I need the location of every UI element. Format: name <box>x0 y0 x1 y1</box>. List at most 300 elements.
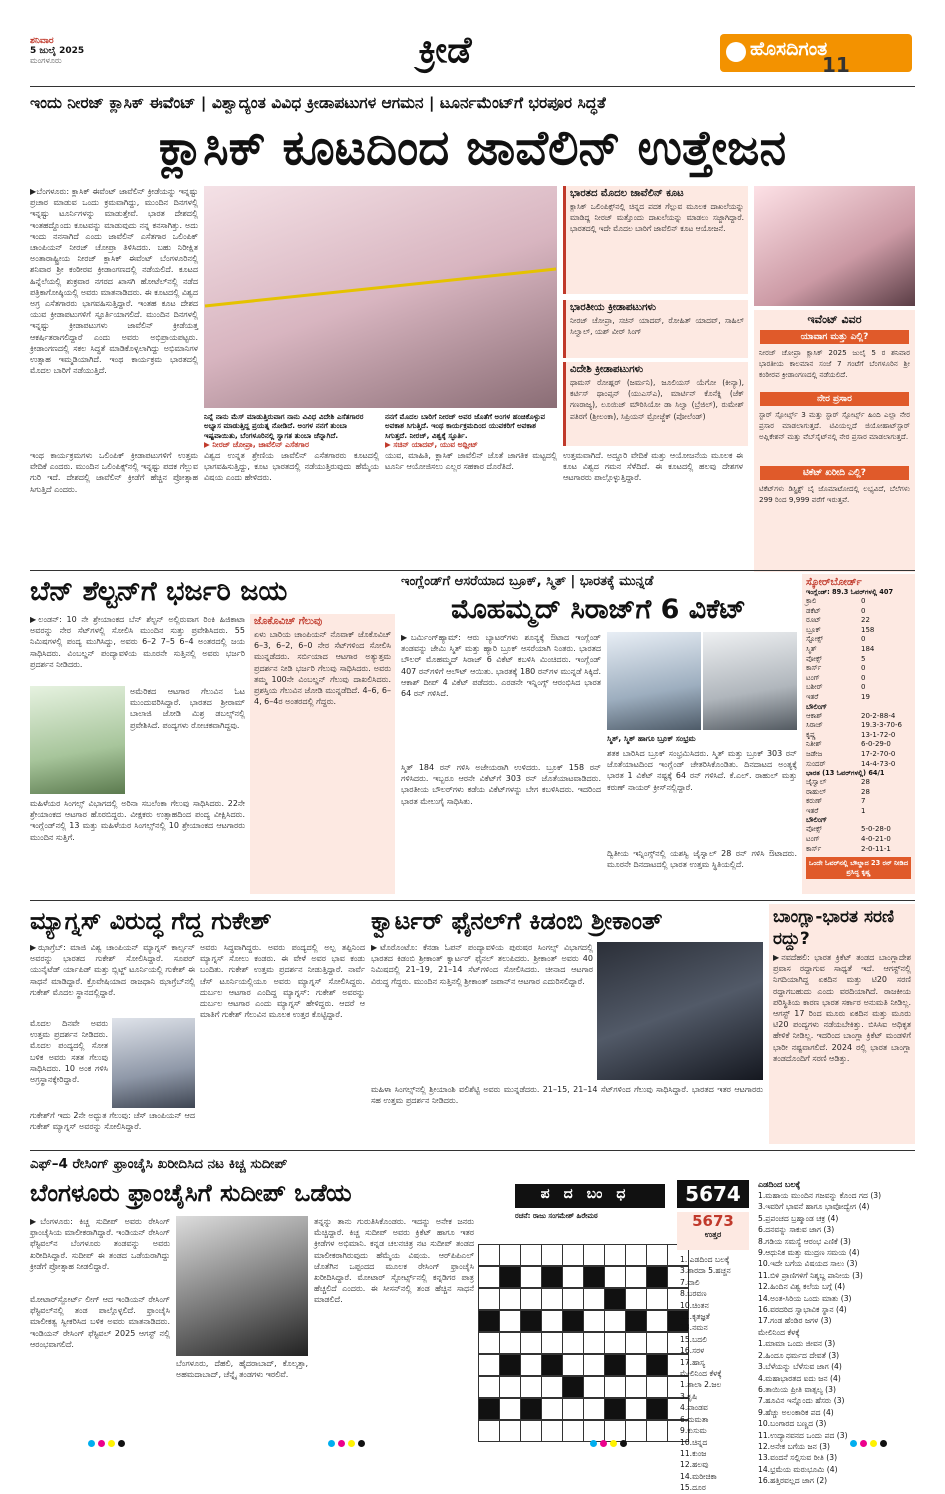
crossword-cell[interactable] <box>562 1354 584 1376</box>
crossword-cell[interactable] <box>583 1332 605 1354</box>
score-row <box>806 778 911 788</box>
crossword-black-cell <box>562 1376 584 1398</box>
bowling-rows <box>806 712 911 770</box>
crossword-prev-label: ಉತ್ತರ <box>704 1230 722 1239</box>
lead-headline: ಕ್ಲಾಸಿಕ್ ಕೂಟದಿಂದ ಜಾವೆಲಿನ್ ಉತ್ತೇಜನ <box>158 120 787 176</box>
clue-item: 4.ಪಾಂಡವ <box>680 1403 708 1413</box>
crossword-cell[interactable] <box>625 1420 647 1442</box>
event-text: ನೀರಜ್ ಚೋಪ್ರಾ ಕ್ಲಾಸಿಕ್ 2025 ಜುಲೈ 5 ರ ಶನಿವಾರ ಭಾರತೀಯ ಕಾಲಮಾನ ಸಂಜೆ 7 ಗಂಟೆಗೆ ಬೆಂಗಳೂರಿನ ಶ್ರೀ ಕಂಠೀರವ ಕ್ರೀಡಾಂಗಣದಲ್ಲಿ ನಡೆಯಲಿದೆ. <box>759 348 910 380</box>
clue-item: 17.ಹಾಸ್ಯ <box>680 1357 706 1367</box>
clue-item: 1.ಶಾಲಾ 2.ಜಲ <box>680 1380 722 1390</box>
info-box-foreign <box>563 362 748 446</box>
crossword-black-cell <box>478 1398 500 1420</box>
shelton-text2: ಅಮೆರಿಕದ ಆಟಗಾರ ಗೆಲುವಿನ ಓಟ ಮುಂದುವರಿಸಿದ್ದಾರೆ. ಭಾರತದ ಶ್ರೀರಾಮ್ ಬಾಲಾಜಿ ಜೋಡಿ ಮಿಶ್ರ ಡಬಲ್ಸ್‌ನಲ್ಲಿ ಪ್ರವೇಶಿಸಿದೆ. ಪಂದ್ಯಗಳು ರೋಚಕವಾಗಿದ್ದವು. <box>130 687 245 730</box>
clue-item: 10.ಚಿಂತನ <box>680 1300 709 1310</box>
clue-item: 9.ಹೆಚ್ಚು ಅಲಂಕಾರಿಕ ಪದ (4) <box>758 1407 834 1417</box>
clue-item: 10.ಚಿನ್ನದ <box>680 1437 708 1447</box>
score-value: 28 <box>861 787 870 796</box>
score-row <box>806 750 911 760</box>
crossword-cell[interactable] <box>604 1266 626 1288</box>
crossword-cell[interactable] <box>541 1398 563 1420</box>
crossword-cell[interactable] <box>478 1266 500 1288</box>
djoko-box <box>250 614 395 894</box>
score-row <box>806 635 911 645</box>
lead-photo <box>204 186 557 408</box>
bowling-title: ಬೌಲಿಂಗ್ <box>806 702 827 711</box>
srikanth-headline: ಕ್ವಾರ್ಟರ್ ಫೈನಲ್‌ಗೆ ಕಿಡಂಬಿ ಶ್ರೀಕಾಂತ್ <box>371 907 663 935</box>
crossword-cell[interactable] <box>604 1376 626 1398</box>
crossword-black-cell <box>604 1354 626 1376</box>
score-row <box>806 825 911 835</box>
lead-quote2 <box>385 412 557 448</box>
siraj-headline: ಮೊಹಮ್ಮದ್ ಸಿರಾಜ್‌ಗೆ 6 ವಿಕೆಟ್ <box>451 594 746 625</box>
clue-item: 1.ಮಾಮಾ ಒಂದು ಜೀವನ (3) <box>758 1339 836 1349</box>
sudeep-kicker: ಎಫ್–4 ರೇಸಿಂಗ್ ಫ್ರಾಂಚೈಸಿ ಖರೀದಿಸಿದ ನಟ ಕಿಚ್ಚ ಸುದೀಪ್ <box>30 1156 288 1172</box>
crossword-cell[interactable] <box>499 1288 521 1310</box>
quote1-byline: ▶ ನೀರಜ್ ಚೋಪ್ರಾ, ಜಾವೆಲಿನ್ ಎಸೆತಗಾರ <box>204 440 309 449</box>
lead-kicker: ಇಂದು ನೀರಜ್ ಕ್ಲಾಸಿಕ್ ಈವೆಂಟ್ | ವಿಶ್ವಾದ್ಯಂತ ವಿವಿಧ ಕ್ರೀಡಾಪಟುಗಳ ಆಗಮನ | ಟೂರ್ನಮೆಂಟ್‌ಗೆ ಭರಪೂರ ಸಿದ್ಧತೆ <box>30 94 606 112</box>
clue-item: 11.ಕೃತಜ್ಞತೆ <box>680 1312 710 1322</box>
crossword-title-text: ಪದಬಂಧ <box>515 1184 665 1208</box>
clue-item: 7.ಹೂವಿನ ಇನ್ನೊಂದು ಹೆಸರು (3) <box>758 1396 845 1406</box>
crossword-cell[interactable] <box>478 1376 500 1398</box>
crossword-cell[interactable] <box>562 1244 584 1266</box>
scoreboard-line2: ಭಾರತ (13 ಓವರ್‌ಗಳಲ್ಲಿ) 64/1 <box>806 769 885 778</box>
clue-item: 5.ಪ್ರಪಂಚದ ಬ್ರಹ್ಮಾಂಡ ಚಕ್ರ (4) <box>758 1213 839 1223</box>
lead-quote1 <box>204 412 379 448</box>
crossword-cell[interactable] <box>625 1376 647 1398</box>
rule <box>30 86 915 87</box>
crossword-number: 5674 <box>677 1180 749 1208</box>
crossword-cell[interactable] <box>562 1332 584 1354</box>
crossword-cell[interactable] <box>541 1288 563 1310</box>
crossword-black-cell <box>646 1398 668 1420</box>
score-row <box>806 835 911 845</box>
gukesh-headline: ಮ್ಯಾಗ್ನಸ್ ವಿರುದ್ಧ ಗೆದ್ದ ಗುಕೇಶ್ <box>30 907 272 935</box>
crossword-cell[interactable] <box>478 1332 500 1354</box>
shelton-headline: ಬೆನ್ ಶೆಲ್ಟನ್‌ಗೆ ಭರ್ಜರಿ ಜಯ <box>30 576 288 607</box>
crossword-cell[interactable] <box>646 1310 668 1332</box>
siraj-kicker: ಇಂಗ್ಲೆಂಡ್‌ಗೆ ಆಸರೆಯಾದ ಬ್ರೂಕ್, ಸ್ಮಿತ್ | ಭಾರತಕ್ಕೆ ಮುನ್ನಡೆ <box>401 574 654 589</box>
crossword-cell[interactable] <box>583 1354 605 1376</box>
paper-name: ಹೊಸದಿಗಂತ <box>750 38 828 60</box>
event-sub: ಯಾವಾಗ ಮತ್ತು ಎಲ್ಲಿ? <box>760 330 909 344</box>
score-row <box>806 731 911 741</box>
score-name: ಬಶೀರ್ <box>806 683 823 692</box>
score-value: 0 <box>861 673 866 682</box>
score-name: ಟಂಗ್ <box>806 673 820 682</box>
crossword-cell[interactable] <box>541 1420 563 1442</box>
section-title: ಕ್ರೀಡೆ <box>418 30 472 71</box>
color-dots-right <box>850 1440 887 1447</box>
ticket-title: ಟಿಕೆಟ್ ಖರೀದಿ ಎಲ್ಲಿ? <box>760 466 909 480</box>
score-value: 0 <box>861 664 866 673</box>
clue-item: 2.ಹಿಂದೂ ಧರ್ಮದ ದೇವತೆ (3) <box>758 1350 840 1360</box>
score-value: 13-1-72-0 <box>861 730 896 739</box>
score-row <box>806 626 911 636</box>
crossword-cell[interactable] <box>520 1354 542 1376</box>
crossword-cell[interactable] <box>541 1332 563 1354</box>
crossword-black-cell <box>520 1398 542 1420</box>
score-name: ವೋಕ್ಸ್ <box>806 825 822 834</box>
score-name: ಸ್ಟೋಕ್ಸ್ <box>806 635 824 644</box>
color-dots-mid-left <box>328 1440 365 1447</box>
crossword-black-cell <box>562 1310 584 1332</box>
box3-text: ಥಾಮಸ್ ರೋಹ್ಲರ್ (ಜರ್ಮನಿ), ಜೂಲಿಯಸ್ ಯೆಗೋ (ಕೀನ್ಯಾ), ಕರ್ಟಿಸ್ ಥಾಂಪ್ಸನ್ (ಯುಎಸ್‌ಎ), ಮಾರ್ಟಿನ್ ಕೊನೆಕ್ನಿ (ಜೆಕ್ ಗಣರಾಜ್ಯ), ಲೂಯಿಜ್ ಮೌರಿಸಿಯೋ ಡಾ ಸಿಲ್ವಾ (ಬ್ರೆಜಿಲ್), ರುಮೇಶ್ ಪತಿರಗೆ (ಶ್ರೀಲಂಕಾ), ಸಿಪ್ರಿಯನ್ ಮ್ರೋಜ್ಜೆಕ್ (ಪೋಲೆಂಡ್) <box>570 378 744 421</box>
lead-col2b: ವಿಶ್ವದ ಉನ್ನತ ಶ್ರೇಣಿಯ ಜಾವೆಲಿನ್ ಎಸೆತಗಾರರು ಕೂಟದಲ್ಲಿ ಭಾಗವಹಿಸುತ್ತಿದ್ದು, ಕೂಟ ಭಾರತದಲ್ಲಿ ನಡೆಯುತ್ತಿರುವುದು ಹೆಮ್ಮೆಯ ವಿಷಯ ಎಂದು ಹೇಳಿದರು. <box>204 451 379 483</box>
crossword-cell[interactable] <box>520 1376 542 1398</box>
shelton-photo <box>30 686 125 794</box>
crossword-cell[interactable] <box>625 1244 647 1266</box>
score-name: ಕಾರ್ಸ್ <box>806 844 822 853</box>
crossword-cell[interactable] <box>604 1332 626 1354</box>
score-row <box>806 607 911 617</box>
crossword-cell[interactable] <box>583 1376 605 1398</box>
page-number: 11 <box>822 53 850 77</box>
lead-col3: ಯುವ, ಮಾಹಿತಿ, ಕ್ಲಾಸಿಕ್ ಜಾವೆಲಿನ್ ಜೊತೆ ಜಾಗತಿಕ ಮಟ್ಟದಲ್ಲಿ ಟೂರ್ನಿ ಆಯೋಜಿಸಲು ಎಲ್ಲರ ಸಹಕಾರ ದೊರೆತಿದೆ. <box>385 451 557 472</box>
crossword-cell[interactable] <box>478 1244 500 1266</box>
crossword-cell[interactable] <box>541 1310 563 1332</box>
crossword-prev-number: 5673 <box>692 1212 734 1230</box>
crossword-cell[interactable] <box>520 1266 542 1288</box>
clue-item: 1.ಮಹಾಯ ಮುಂದಿನ ಗಜವನ್ನು ಕೊಂದ ಗದ (3) <box>758 1191 882 1200</box>
crossword-cell[interactable] <box>520 1332 542 1354</box>
neeraj-photo <box>754 186 915 306</box>
clue-item: ಮೇಲಿನಿಂದ ಕೆಳಕ್ಕೆ <box>758 1327 800 1337</box>
score-name: ಕ್ರಾಲಿ <box>806 597 817 605</box>
clue-item: 12.ಹಲವು <box>680 1460 709 1470</box>
clue-item: 3.ಇವರಿಗೆ ಭಾವನೆ ಹಾಗೂ ಭಾವೋದ್ವೇಗ (4) <box>758 1202 870 1212</box>
score-row <box>806 664 911 674</box>
crossword-black-cell <box>499 1354 521 1376</box>
siraj-text4: ದ್ವಿತೀಯ ಇನ್ನಿಂಗ್ಸ್‌ನಲ್ಲಿ ಯಶಸ್ವಿ ಜೈಸ್ವಾಲ್ 28 ರನ್ ಗಳಿಸಿ ಔಟಾದರು. ಮೂರನೇ ದಿನದಾಟದಲ್ಲಿ ಭಾರತ ಉತ್ತಮ ಸ್ಥಿತಿಯಲ್ಲಿದೆ. <box>607 849 797 870</box>
crossword-cell[interactable] <box>520 1244 542 1266</box>
score-row <box>806 712 911 722</box>
clue-item: 10.ಇದೇ ಬಗೆಯ ವಿಷಯದ ಸಾಲು (3) <box>758 1259 858 1269</box>
score-name: ಕೃಷ್ಣ <box>806 730 816 739</box>
crossword-cell[interactable] <box>646 1288 668 1310</box>
crossword-cell[interactable] <box>583 1398 605 1420</box>
clue-item: 12.ಅನೇಕ ಬಗೆಯ ಜನ (3) <box>758 1441 830 1451</box>
score-row <box>806 797 911 807</box>
crossword-cell[interactable] <box>583 1420 605 1442</box>
box1-text: ಕ್ಲಾಸಿಕ್ ಒಲಿಂಪಿಕ್ಸ್‌ನಲ್ಲಿ ಚಿನ್ನದ ಪದಕ ಗೆಲ್ಲುವ ಮೂಲಕ ದಾಖಲೆಯನ್ನು ಮಾಡಿದ್ದ ನೀರಜ್ ಮತ್ತೊಂದು ದಾಖಲೆಯನ್ನು ಮಾಡಲು ಸಜ್ಜಾಗಿದ್ದಾರೆ. ಭಾರತದಲ್ಲಿ ಇದೇ ಮೊದಲ ಬಾರಿಗೆ ಜಾವೆಲಿನ್ ಕೂಟ ಆಯೋಜನೆ. <box>570 202 744 234</box>
quote2-byline: ▶ ಸಚಿನ್ ಯಾದವ್, ಯುವ ಅಥ್ಲೀಟ್ <box>385 440 478 449</box>
score-value: 22 <box>861 616 870 625</box>
gukesh-col2: ಅವರು ಸಿದ್ಧವಾಗಿದ್ದರು. ಅವರು ಪಂದ್ಯದಲ್ಲಿ ಅಲ್ಪ ತಪ್ಪಿನಿಂದ ಮ್ಯಾಗ್ನಸ್ ಸೋಲು ಕಂಡರು. ಈ ವೇಳೆ ಅವರ ಭಾವ ಕಂಡು ಬಂದಿತು. ಗುಕೇಶ್ ಉತ್ತಮ ಪ್ರದರ್ಶನ ನೀಡುತ್ತಿದ್ದಾರೆ. ನಾರ್ವೆ ಚೆಸ್ ಟೂರ್ನಿಯಲ್ಲಿಯೂ ಅವರು ಮ್ಯಾಗ್ನಸ್ ಸೋಲಿಸಿದ್ದರು. ದುರ್ಬಲ ಆಟಗಾರ ಎಂದಿದ್ದ ಮ್ಯಾಗ್ನಸ್: ಗುಕೇಶ್ ಅವರನ್ನು ದುರ್ಬಲ ಆಟಗಾರ ಎಂದು ಮ್ಯಾಗ್ನಸ್ ಹೇಳಿದ್ದರು. ಆದರೆ ಆ ಮಾತಿಗೆ ಗುಕೇಶ್ ಗೆಲುವಿನ ಮೂಲಕ ಉತ್ತರ ಕೊಟ್ಟಿದ್ದಾರೆ. <box>200 943 365 1020</box>
quote2-text: ನನಗೆ ಮೊದಲ ಬಾರಿಗೆ ನೀರಜ್ ಅವರ ಜೊತೆಗೆ ಅಂಗಳ ಹಂಚಿಕೊಳ್ಳುವ ಅವಕಾಶ ಸಿಗುತ್ತಿದೆ. ಇಂಥ ಕಾರ್ಯಕ್ರಮದಿಂದ ಯುವಕರಿಗೆ ಅವಕಾಶ ಸಿಗುತ್ತದೆ. ನೀರಜ್, ವಿಶ್ವಕ್ಕೆ ಸ್ಫೂರ್ತಿ. <box>385 412 546 440</box>
score-row <box>806 597 911 607</box>
score-name: ಇತರೆ <box>806 806 819 815</box>
crossword-cell[interactable] <box>562 1288 584 1310</box>
crossword-black-cell <box>541 1266 563 1288</box>
crossword-cell[interactable] <box>499 1376 521 1398</box>
crossword-cell[interactable] <box>520 1288 542 1310</box>
clue-item: 4.ಮಹಾಭಾರತದ ಐದು ಜನ (4) <box>758 1373 841 1383</box>
clue-item: 12.ಹಿಂದಿನ ವಿಶ್ವ ಕಲೆಯ ಬಗ್ಗೆ (4) <box>758 1282 846 1292</box>
score-row <box>806 788 911 798</box>
bangla-headline: ಬಾಂಗ್ಲಾ-ಭಾರತ ಸರಣಿ ರದ್ದು? <box>773 907 895 949</box>
clue-item: 16.ಸರಳ <box>680 1346 705 1356</box>
clue-item: 8.ಬರವಣ <box>680 1289 707 1299</box>
score-row <box>806 674 911 684</box>
clue-item: 11.ಉದ್ಯಾನವನದ ಒಂದು ಪದ (3) <box>758 1430 848 1440</box>
score-value: 2-0-11-1 <box>861 844 891 853</box>
score-value: 184 <box>861 644 875 653</box>
score-value: 4-0-21-0 <box>861 835 891 844</box>
crossword-black-cell <box>583 1266 605 1288</box>
crossword-cell[interactable] <box>478 1354 500 1376</box>
score-name: ಸಿರಾಜ್ <box>806 721 823 730</box>
crossword-answers <box>680 1254 752 1493</box>
javelin-icon <box>205 268 556 308</box>
score-name: ಬ್ರೂಕ್ <box>806 625 821 634</box>
siraj-text3: ಶತಕ ಬಾರಿಸಿದ ಬ್ರೂಕ್ ಸಂಭ್ರಮಿಸಿದರು. ಸ್ಮಿತ್ ಮತ್ತು ಬ್ರೂಕ್ 303 ರನ್ ಜೊತೆಯಾಟದಿಂದ ಇಂಗ್ಲೆಂಡ್ ಚೇತರಿಸಿಕೊಂಡಿತು. ದಿನದಾಟದ ಅಂತ್ಯಕ್ಕೆ ಭಾರತ 1 ವಿಕೆಟ್ ನಷ್ಟಕ್ಕೆ 64 ರನ್ ಗಳಿಸಿದೆ. ಕೆ.ಎಲ್. ರಾಹುಲ್ ಮತ್ತು ಕರುಣ್ ನಾಯರ್ ಕ್ರೀಸ್‌ನಲ್ಲಿದ್ದಾರೆ. <box>607 749 797 792</box>
crossword-cell[interactable] <box>478 1288 500 1310</box>
gukesh-text1: ▶ಝಾಗ್ರೆಬ್: ಮಾಜಿ ವಿಶ್ವ ಚಾಂಪಿಯನ್ ಮ್ಯಾಗ್ನಸ್ ಕಾರ್ಲ್ಸನ್ ಅವರನ್ನು ಭಾರತದ ಗುಕೇಶ್ ಸೋಲಿಸಿದ್ದಾರೆ. ಸೂಪರ್ ಯುನೈಟೆಡ್ ರ್ಯಾಪಿಡ್ ಮತ್ತು ಬ್ಲಿಟ್ಜ್ ಟೂರ್ನಿಯಲ್ಲಿ ಗುಕೇಶ್ ಈ ಸಾಧನೆ ಮಾಡಿದ್ದಾರೆ. ಕ್ರೊವೇಷಿಯಾದ ರಾಜಧಾನಿ ಝಾಗ್ರೆಬ್‌ನಲ್ಲಿ ಗುಕೇಶ್ ಮೊದಲ ಸ್ಥಾನದಲ್ಲಿದ್ದಾರೆ. <box>30 943 195 997</box>
crossword-cell[interactable] <box>499 1310 521 1332</box>
siraj-caption: ಸ್ಮಿತ್, ಸ್ಮಿತ್ ಹಾಗೂ ಬ್ರೂಕ್ ಸಂಭ್ರಮ <box>607 734 696 743</box>
quote1-text: ನಿನ್ನೆ ನಾನು ಮೆಸ್ ಮಾಡುತ್ತಿರುವಾಗ ನಾನು ವಿವಿಧ ವಿದೇಶಿ ಎಸೆತಗಾರರ ಅಭ್ಯಾಸ ಮಾಡುತ್ತಿದ್ದ ಪ್ರಯತ್ನ ನೋಡಿದೆ. ಅಂಗಳ ನನಗೆ ತುಂಬಾ ಇಷ್ಟವಾಯಿತು, ಬೆಂಗಳೂರಿನಲ್ಲಿ ಸ್ವಾಗತ ತುಂಬಾ ಚೆನ್ನಾಗಿದೆ. <box>204 412 364 440</box>
crossword-cell[interactable] <box>499 1420 521 1442</box>
logo-icon <box>726 42 746 62</box>
clue-item: 8.ಗಡಿಯ ಸಮಸ್ಯೆ ಆರಂಭ ಎಣಿಕೆ (3) <box>758 1236 851 1246</box>
crossword-black-cell <box>604 1288 626 1310</box>
sudeep-text2: ಮೋಟಾರ್‌ಸ್ಪೋರ್ಟ್ ಲೀಗ್ ಆದ ಇಂಡಿಯನ್ ರೇಸಿಂಗ್ ಫೆಸ್ಟಿವಲ್‌ನಲ್ಲಿ ತಂಡ ಪಾಲ್ಗೊಳ್ಳಲಿದೆ. ಫ್ರಾಂಚೈಸಿ ಮಾಲೀಕತ್ವ ಸ್ವೀಕರಿಸಿದ ಬಳಿಕ ಅವರು ಮಾತನಾಡಿದರು. ಇಂಡಿಯನ್ ರೇಸಿಂಗ್ ಫೆಸ್ಟಿವಲ್ 2025 ಆಗಸ್ಟ್ ನಲ್ಲಿ ಆರಂಭವಾಗಲಿದೆ. <box>30 1295 170 1349</box>
score-value: 17-2-70-0 <box>861 749 896 758</box>
shelton-text1: ▶ಲಂಡನ್: 10 ನೇ ಶ್ರೇಯಾಂಕದ ಬೆನ್ ಶೆಲ್ಟನ್ ಅಲ್ಲಿರುವಾಗ ರಿಂಕಿ ಹಿಜಿಕಾಟಾ ಅವರನ್ನು ನೇರ ಸೆಟ್‌ಗಳಲ್ಲಿ ಸೋಲಿಸಿ ಮುಂದಿನ ಸುತ್ತು ಪ್ರವೇಶಿಸಿದರು. 55 ನಿಮಿಷಗಳಲ್ಲಿ ಪಂದ್ಯ ಮುಗಿಸಿದ್ದು, ಅವರು 6–2 7–5 6–4 ಅಂತರದಲ್ಲಿ ಜಯ ಸಾಧಿಸಿದರು. ವಿಂಬಲ್ಡನ್ ಪಂದ್ಯಾವಳಿಯ ಮೂರನೇ ಸುತ್ತಿನಲ್ಲಿ ಅವರು ಭರ್ಜರಿ ಪ್ರದರ್ಶನ ನೀಡಿದರು. <box>30 615 245 669</box>
crossword-cell[interactable] <box>646 1376 668 1398</box>
clue-item: 3.ಶಾರದಾ 5.ಹಚ್ಚನ <box>680 1266 731 1276</box>
crossword-cell[interactable] <box>562 1266 584 1288</box>
score-row <box>806 807 911 817</box>
score-name: ಕರುಣ್ <box>806 797 823 806</box>
crossword-clues <box>758 1180 918 1486</box>
box2-text: ನೀರಜ್ ಚೋಪ್ರಾ, ಸಚಿನ್ ಯಾದವ್, ರೋಹಿತ್ ಯಾದವ್, ಸಾಹಿಲ್ ಸಿಲ್ವಾಲ್, ಯಶ್ ವೀರ್ ಸಿಂಗ್ <box>570 316 744 337</box>
clue-item: 11.ಕುಂಜ <box>680 1448 707 1458</box>
crossword-cell[interactable] <box>604 1420 626 1442</box>
srikanth-text1: ▶ಟೊರೊಂಟೊ: ಕೆನಡಾ ಓಪನ್ ಪಂದ್ಯಾವಳಿಯ ಪುರುಷರ ಸಿಂಗಲ್ಸ್ ವಿಭಾಗದಲ್ಲಿ ಭಾರತದ ಕಿಡಂಬಿ ಶ್ರೀಕಾಂತ್ ಕ್ವಾರ್ಟರ್ ಫೈನಲ್ ತಲುಪಿದರು. ಶ್ರೀಕಾಂತ್ ಅವರು 40 ನಿಮಿಷದಲ್ಲಿ 21–19, 21–14 ಸೆಟ್‌ಗಳಿಂದ ಸೋಲಿಸಿದರು. ಚೀನಾದ ಆಟಗಾರ ವಿರುದ್ಧ ಗೆದ್ದರು. ಮುಂದಿನ ಸುತ್ತಿನಲ್ಲಿ ಶ್ರೀಕಾಂತ್ ಜಪಾನ್‌ನ ಆಟಗಾರ ಎದುರಿಸಲಿದ್ದಾರೆ. <box>371 943 593 986</box>
score-value: 5-0-28-0 <box>861 825 891 834</box>
crossword-black-cell <box>604 1398 626 1420</box>
djoko-title: ಜೊಕೊವಿಚ್ ಗೆಲುವು <box>254 616 323 627</box>
across-clue-list <box>758 1190 918 1487</box>
crossword-black-cell <box>499 1266 521 1288</box>
masthead-city: ಮಂಗಳೂರು <box>30 56 62 65</box>
gukesh-text3: ಗುಕೇಶ್‌ಗೆ ಇದು 2ನೇ ಅದ್ಭುತ ಗೆಲುವು: ಚೆಸ್ ಚಾಂಪಿಯನ್ ಆದ ಗುಕೇಶ್ ಮ್ಯಾಗ್ನಸ್ ಅವರನ್ನು ಸೋಲಿಸಿದ್ದಾರೆ. <box>30 1111 195 1132</box>
crossword-black-cell <box>646 1354 668 1376</box>
clue-item: 3.ಬೆಳೆಯನ್ನು ಬೆಳೆಸುವ ಜಾಗ (4) <box>758 1362 842 1372</box>
score-row <box>806 845 911 855</box>
score-name: ವೋಕ್ಸ್ <box>806 654 822 663</box>
bowling2-title: ಬೌಲಿಂಗ್ <box>806 816 827 825</box>
crossword-cell[interactable] <box>625 1288 647 1310</box>
score-name: ನಿತೀಶ್ <box>806 740 822 749</box>
england-bowling-rows <box>806 825 911 854</box>
sudeep-text1: ▶ಬೆಂಗಳೂರು: ಕಿಚ್ಚ ಸುದೀಪ್ ಅವರು ರೇಸಿಂಗ್ ಫ್ರಾಂಚೈಸಿಯ ಮಾಲೀಕರಾಗಿದ್ದಾರೆ. ಇಂಡಿಯನ್ ರೇಸಿಂಗ್ ಫೆಸ್ಟಿವಲ್‌ನ ಬೆಂಗಳೂರು ತಂಡವನ್ನು ಅವರು ಖರೀದಿಸಿದ್ದಾರೆ. ಸುದೀಪ್ ಈ ತಂಡದ ಒಡೆಯರಾಗಿದ್ದು ಕ್ರೀಡೆಗೆ ಪ್ರೋತ್ಸಾಹ ನೀಡಲಿದ್ದಾರೆ. <box>30 1217 170 1271</box>
score-value: 28 <box>861 778 870 787</box>
sudeep-photo <box>176 1216 308 1356</box>
gukesh-text2: ಮೊದಲ ದಿನವೇ ಅವರು ಉತ್ತಮ ಪ್ರದರ್ಶನ ನೀಡಿದರು. ಮೊದಲ ಪಂದ್ಯದಲ್ಲಿ ಸೋತ ಬಳಿಕ ಅವರು ಸತತ ಗೆಲುವು ಸಾಧಿಸಿದರು. 10 ಅಂಕ ಗಳಿಸಿ ಅಗ್ರಸ್ಥಾನಕ್ಕೇರಿದ್ದಾರೆ. <box>30 1019 108 1085</box>
date-block <box>30 36 180 66</box>
live-text: ಸ್ಟಾರ್ ಸ್ಪೋರ್ಟ್ಸ್ 3 ಮತ್ತು ಸ್ಟಾರ್ ಸ್ಪೋರ್ಟ್ಸ್ ಹಿಂದಿ ಎಲ್ಲಾ ನೇರ ಪ್ರಸಾರ ಮಾಡಲಾಗುತ್ತದೆ. ಟಿವಿಯಲ್ಲದೆ ಜಿಯೋಹಾಟ್‌ಸ್ಟಾರ್ ಅಪ್ಲಿಕೇಶನ್ ಮತ್ತು ವೆಬ್‌ಸೈಟ್‌ನಲ್ಲಿ ನೇರ ಪ್ರಸಾರ ಮಾಡಲಾಗುತ್ತದೆ. <box>759 410 910 442</box>
crossword-black-cell <box>541 1354 563 1376</box>
crossword-cell[interactable] <box>646 1420 668 1442</box>
bangla-box <box>769 904 915 1144</box>
crossword-cell[interactable] <box>625 1332 647 1354</box>
crossword-black-cell <box>478 1310 500 1332</box>
score-name: ರೂಟ್ <box>806 616 822 625</box>
clue-item: 14.ಭ್ರಮೆಯ ಮರುಭೂಮಿ (4) <box>758 1464 838 1474</box>
box3-title: ವಿದೇಶಿ ಕ್ರೀಡಾಪಟುಗಳು <box>570 364 644 375</box>
ticket-text: ಟಿಕೆಟ್‌ಗಳು ಡಿಸ್ಟ್ರಿಕ್ಟ್ ಬೈ ಜೊಮಾಟೋದಲ್ಲಿ ಲಭ್ಯವಿದೆ, ಬೆಲೆಗಳು 299 ರಿಂದ 9,999 ವರೆಗೆ ಇರುತ್ತವೆ. <box>759 484 910 505</box>
clue-item: 6.ತಾಯಿಯ ಪ್ರೀತಿ ವಾತ್ಸಲ್ಯ (3) <box>758 1384 836 1394</box>
color-dots-mid-right <box>590 1440 627 1447</box>
crossword-cell[interactable] <box>604 1310 626 1332</box>
batting-rows <box>806 597 911 703</box>
crossword-cell[interactable] <box>625 1354 647 1376</box>
india-batting-rows <box>806 778 911 816</box>
event-box <box>754 310 915 572</box>
crossword-cell[interactable] <box>625 1266 647 1288</box>
scoreboard-title: ಸ್ಕೋರ್‌ಬೋರ್ಡ್ <box>806 577 862 588</box>
crossword-cell[interactable] <box>541 1244 563 1266</box>
score-value: 0 <box>861 635 866 644</box>
sudeep-col2: ತನ್ನನ್ನು ತಾನು ಗುರುತಿಸಿಕೊಂಡರು. ಇದನ್ನು ಅನೇಕ ಜನರು ಮೆಚ್ಚಿದ್ದಾರೆ. ಕಿಚ್ಚ ಸುದೀಪ್ ಅವರು ಕ್ರಿಕೆಟ್ ಹಾಗೂ ಇತರ ಕ್ರೀಡೆಗಳ ಅಭಿಮಾನಿ. ಕನ್ನಡ ಚಲನಚಿತ್ರ ನಟ ಸುದೀಪ್ ತಂಡದ ಮಾಲೀಕರಾಗಿರುವುದು ಹೆಮ್ಮೆಯ ವಿಷಯ. ಆರ್‌ಪಿಪಿಎಲ್ ಜೊತೆಗಿನ ಒಪ್ಪಂದದ ಮೂಲಕ ರೇಸಿಂಗ್ ಫ್ರಾಂಚೈಸಿ ಖರೀದಿಸಿದ್ದಾರೆ. ಮೋಟಾರ್ ಸ್ಪೋರ್ಟ್ಸ್‌ನಲ್ಲಿ ಕನ್ನಡಿಗರ ಪಾತ್ರ ಹೆಚ್ಚಲಿದೆ ಎಂದರು. ಈ ಸೀಸನ್‌ನಲ್ಲಿ ತಂಡ ಹೆಚ್ಚಿನ ಸಾಧನೆ ಮಾಡಲಿದೆ. <box>314 1217 474 1305</box>
score-name: ಇತರೆ <box>806 692 819 701</box>
clue-item: 14.ಮರೀಚಿಕಾ <box>680 1471 717 1481</box>
crossword-cell[interactable] <box>583 1288 605 1310</box>
masthead <box>0 0 945 78</box>
score-row <box>806 760 911 770</box>
crossword-cell[interactable] <box>583 1310 605 1332</box>
score-value: 5 <box>861 654 866 663</box>
score-value: 19 <box>861 692 870 701</box>
score-name: ರಾಹುಲ್ <box>806 787 827 796</box>
clue-item: 17.ಗಂಡ ಹೆಂಡಿರ ಜಗಳ (3) <box>758 1316 832 1326</box>
crossword-author: ರಚನೆ: ರಾಜು ಸಂಗಮೇಶ್ ಹಿರೇಮಠ <box>515 1212 598 1220</box>
crossword-cell[interactable] <box>646 1332 668 1354</box>
score-row <box>806 645 911 655</box>
info-box-first <box>563 186 748 294</box>
srikanth-photo <box>597 942 763 1080</box>
crossword-cell[interactable] <box>520 1420 542 1442</box>
crossword-black-cell <box>646 1266 668 1288</box>
crossword-cell[interactable] <box>562 1420 584 1442</box>
score-row <box>806 683 911 693</box>
score-name: ಜೈಸ್ವಾಲ್ <box>806 778 827 787</box>
scoreboard <box>802 574 915 894</box>
srikanth-text2: ಮಹಿಳಾ ಸಿಂಗಲ್ಸ್‌ನಲ್ಲಿ ಶ್ರೀಯಾಂಶಿ ವಲಿಶೆಟ್ಟಿ ಅವರು ಮುನ್ನಡೆದರು. 21–15, 21–14 ಸೆಟ್‌ಗಳಿಂದ ಗೆಲುವು ಸಾಧಿಸಿದ್ದಾರೆ. ಭಾರತದ ಇತರ ಆಟಗಾರರು ಸಹ ಉತ್ತಮ ಪ್ರದರ್ಶನ ನೀಡಿದರು. <box>371 1085 763 1106</box>
clue-item: 6.ದನವನ್ನು ಸಾಕುವ ಜಾಗ (3) <box>758 1225 835 1235</box>
clue-item: 15.ದೂರ <box>680 1483 706 1493</box>
clue-item: 6.ಮಮತಾ <box>680 1414 709 1424</box>
score-value: 1 <box>861 806 866 815</box>
shelton-text3: ಮಹಿಳೆಯರ ಸಿಂಗಲ್ಸ್ ವಿಭಾಗದಲ್ಲಿ ಅರಿನಾ ಸಬಲೆಂಕಾ ಗೆಲುವು ಸಾಧಿಸಿದರು. 22ನೇ ಶ್ರೇಯಾಂಕದ ಆಟಗಾರ ಹೊರಬಿದ್ದರು. ವೀಕ್ಷಕರು ಉತ್ಸಾಹದಿಂದ ಪಂದ್ಯ ವೀಕ್ಷಿಸಿದರು. ಇಂಗ್ಲೆಂಡ್‌ನಲ್ಲಿ 13 ಮತ್ತು ಮಹಿಳೆಯರ ಸಿಂಗಲ್ಸ್‌ನಲ್ಲಿ 10 ಶ್ರೇಯಾಂಕದ ಆಟಗಾರರು ಮುಂದಿನ ಸುತ್ತಿಗೆ. <box>30 799 245 842</box>
rule-lead-bottom <box>30 570 915 571</box>
across-title: ಎಡದಿಂದ ಬಲಕ್ಕೆ <box>758 1180 801 1189</box>
rule-lower <box>30 1150 915 1151</box>
crossword-prev-box <box>677 1212 749 1250</box>
score-value: 0 <box>861 597 866 605</box>
clue-item: 15.ಬದಲಿ <box>680 1334 707 1344</box>
score-row <box>806 655 911 665</box>
crossword-cell[interactable] <box>604 1244 626 1266</box>
score-name: ಸುಂದರ್ <box>806 759 826 768</box>
score-name: ಆಕಾಶ್ <box>806 711 823 720</box>
lead-col1: ▶ಬೆಂಗಳೂರು: ಕ್ಲಾಸಿಕ್ ಈವೆಂಟ್ ಜಾವೆಲಿನ್ ಕ್ರೀಡೆಯನ್ನು ಇನ್ನಷ್ಟು ಪ್ರಚಾರ ಮಾಡುವ ಒಂದು ಕ್ರಮವಾಗಿದ್ದು, ಮುಂದಿನ ದಿನಗಳಲ್ಲಿ ಇನ್ನಷ್ಟು ಟೂರ್ನಿಗಳನ್ನು ಮಾಡುತ್ತೇವೆ. ಭಾರತ ದೇಶದಲ್ಲಿ ಇಂತಹದ್ದೊಂದು ಕೂಟವನ್ನು ಮಾಡುವುದು ನನ್ನ ಕನಸಾಗಿತ್ತು. ಅದು ಇಂದು ನನಸಾಗಿದೆ ಎಂದು ಜಾವೆಲಿನ್ ಎಸೆತಗಾರ ಒಲಿಂಪಿಕ್ ಚಾಂಪಿಯನ್ ನೀರಜ್ ಚೋಪ್ರಾ ತಿಳಿಸಿದರು. ಬಹು ನಿರೀಕ್ಷಿತ ಅಂತಾರಾಷ್ಟ್ರೀಯ ನೀರಜ್ ಕ್ಲಾಸಿಕ್ ಈವೆಂಟ್ ಬೆಂಗಳೂರಿನಲ್ಲಿ ಶನಿವಾರ ಶ್ರೀ ಕಂಠೀರವ ಕ್ರೀಡಾಂಗಣದಲ್ಲಿ ನಡೆಯಲಿದೆ. ಕೂಟದ ಹಿನ್ನೆಲೆಯಲ್ಲಿ ಶುಕ್ರವಾರ ನಗರದ ಖಾಸಗಿ ಹೋಟೆಲ್‌ನಲ್ಲಿ ನಡೆದ ಪತ್ರಿಕಾಗೋಷ್ಠಿಯಲ್ಲಿ ಅವರು ಮಾತನಾಡಿದರು. ಈ ಕೂಟದಲ್ಲಿ ವಿಶ್ವದ ಅಗ್ರ ಎಸೆತಗಾರರು ಭಾಗವಹಿಸುತ್ತಿದ್ದಾರೆ. ಇಂತಹ ಕೂಟ ದೇಶದ ಯುವ ಕ್ರೀಡಾಪಟುಗಳಿಗೆ ಸ್ಫೂರ್ತಿಯಾಗಲಿದೆ. ಮುಂದಿನ ದಿನಗಳಲ್ಲಿ ಇನ್ನಷ್ಟು ಕ್ರೀಡಾಪಟುಗಳು ಜಾವೆಲಿನ್ ಕ್ರೀಡೆಯತ್ತ ಆಕರ್ಷಿತರಾಗಲಿದ್ದಾರೆ ಎಂದು ಅವರು ಅಭಿಪ್ರಾಯಪಟ್ಟರು. ಕ್ರೀಡಾಂಗಣದಲ್ಲಿ ಸಕಲ ಸಿದ್ಧತೆ ಮಾಡಿಕೊಳ್ಳಲಾಗಿದ್ದು ಅಭಿಮಾನಿಗಳ ಉತ್ಸಾಹ ಇಮ್ಮಡಿಯಾಗಿದೆ. ಇಂಥ ಕಾರ್ಯಕ್ರಮ ಭಾರತದಲ್ಲಿ ಮೊದಲ ಬಾರಿಗೆ ನಡೆಯುತ್ತಿದೆ. <box>30 187 198 376</box>
clue-item: ಮೇಲಿನಿಂದ ಕೆಳಕ್ಕೆ <box>680 1369 722 1379</box>
crossword-black-cell <box>625 1310 647 1332</box>
rule-mid <box>30 900 915 901</box>
score-value: 158 <box>861 625 875 634</box>
score-row <box>806 693 911 703</box>
box2-title: ಭಾರತೀಯ ಕ್ರೀಡಾಪಟುಗಳು <box>570 302 657 313</box>
score-value: 20-2-88-4 <box>861 711 896 720</box>
lead-col4: ಉತ್ತಮವಾಗಿದೆ. ಅದ್ದೂರಿ ವೇದಿಕೆ ಮತ್ತು ಆಯೋಜನೆಯ ಮೂಲಕ ಈ ಕೂಟ ವಿಶ್ವದ ಗಮನ ಸೆಳೆದಿದೆ. ಈ ಕೂಟದಲ್ಲಿ ಹಲವು ದೇಶಗಳ ಆಟಗಾರರು ಪಾಲ್ಗೊಳ್ಳುತ್ತಿದ್ದಾರೆ. <box>563 451 743 483</box>
event-title: ಇವೆಂಟ್ ವಿವರ <box>807 313 862 326</box>
clue-item: 13.ನಮನ <box>680 1323 708 1333</box>
masthead-day: ಶನಿವಾರ <box>30 36 54 46</box>
score-row <box>806 740 911 750</box>
djoko-text: ಏಳು ಬಾರಿಯ ಚಾಂಪಿಯನ್ ನೊವಾಕ್ ಜೊಕೊವಿಚ್ 6–3, 6–2, 6–0 ನೇರ ಸೆಟ್‌ಗಳಿಂದ ಸೋಲಿಸಿ ಮುನ್ನಡೆದರು. ಸರ್ಬಿಯಾದ ಆಟಗಾರ ಅತ್ಯುತ್ತಮ ಪ್ರದರ್ಶನ ನೀಡಿ ಭರ್ಜರಿ ಗೆಲುವು ಸಾಧಿಸಿದರು. ಅವರು ತಮ್ಮ 100ನೇ ವಿಂಬಲ್ಡನ್ ಗೆಲುವು ದಾಖಲಿಸಿದರು. ಪ್ರಶಸ್ತಿಯ ಗೆಲುವಿನ ಜೋಡಿ ಮುನ್ನಡೆದಿದೆ. 4–6, 6–4, 6–4ರ ಅಂತರದಲ್ಲಿ ಗೆದ್ದರು. <box>254 630 391 707</box>
crossword-cell[interactable] <box>499 1332 521 1354</box>
crossword-grid <box>480 1244 678 1442</box>
clue-item: 16.ಹತ್ತಿರವಲ್ಲದ ಜಾಗ (2) <box>758 1476 828 1486</box>
score-row <box>806 616 911 626</box>
score-value: 0 <box>861 606 866 615</box>
crossword-cell[interactable] <box>562 1398 584 1420</box>
clue-item: 3.ಕೃಷಿ <box>680 1391 698 1401</box>
crossword-cell[interactable] <box>499 1244 521 1266</box>
score-name: ಟಂಗ್ <box>806 835 820 844</box>
live-title: ನೇರ ಪ್ರಸಾರ <box>760 392 909 406</box>
crossword-cell[interactable] <box>646 1244 668 1266</box>
scoreboard-footer: ಒಂದೇ ಓವರ್‌ನಲ್ಲಿ ಬೌಲ್ಡಾದ 23 ರನ್ ನೀಡಿದ ಪ್ರಸಿದ್ಧ ಕೃಷ್ಣ <box>806 857 911 879</box>
sudeep-headline: ಬೆಂಗಳೂರು ಫ್ರಾಂಚೈಸಿಗೆ ಸುದೀಪ್ ಒಡೆಯ <box>30 1179 352 1207</box>
crossword-black-cell <box>520 1310 542 1332</box>
color-dots-left <box>88 1440 125 1447</box>
bangla-text: ▶ನವದೆಹಲಿ: ಭಾರತ ಕ್ರಿಕೆಟ್ ತಂಡದ ಬಾಂಗ್ಲಾದೇಶ ಪ್ರವಾಸ ರದ್ದಾಗುವ ಸಾಧ್ಯತೆ ಇದೆ. ಆಗಸ್ಟ್‌ನಲ್ಲಿ ನಿಗದಿಯಾಗಿದ್ದ ಏಕದಿನ ಮತ್ತು ಟಿ20 ಸರಣಿ ರದ್ದಾಗಬಹುದು ಎಂದು ವರದಿಯಾಗಿದೆ. ರಾಜಕೀಯ ಪರಿಸ್ಥಿತಿಯ ಕಾರಣ ಭಾರತ ಸರ್ಕಾರ ಅನುಮತಿ ನೀಡಿಲ್ಲ. ಆಗಸ್ಟ್ 17 ರಿಂದ ಮೂರು ಏಕದಿನ ಮತ್ತು ಮೂರು ಟಿ20 ಪಂದ್ಯಗಳು ನಡೆಯಬೇಕಿತ್ತು. ಬಿಸಿಸಿಐ ಅಧಿಕೃತ ಹೇಳಿಕೆ ನೀಡಿಲ್ಲ. ಇದರಿಂದ ಬಾಂಗ್ಲಾ ಕ್ರಿಕೆಟ್ ಮಂಡಳಿಗೆ ಭಾರೀ ನಷ್ಟವಾಗಲಿದೆ. 2024 ರಲ್ಲಿ ಭಾರತ ಬಾಂಗ್ಲಾ ತಂಡದೊಂದಿಗೆ ಸರಣಿ ಆಡಿತ್ತು. <box>773 953 911 1063</box>
box1-title: ಭಾರತದ ಮೊದಲ ಜಾವೆಲಿನ್ ಕೂಟ <box>570 188 684 199</box>
crossword-cell[interactable] <box>625 1398 647 1420</box>
crossword-cell[interactable] <box>499 1398 521 1420</box>
lead-col2: ಇಂಥ ಕಾರ್ಯಕ್ರಮಗಳು ಒಲಿಂಪಿಕ್ ಕ್ರೀಡಾಪಟುಗಳಿಗೆ ಉತ್ತಮ ವೇದಿಕೆ ಎಂದರು. ಮುಂದಿನ ಒಲಿಂಪಿಕ್ಸ್‌ನಲ್ಲಿ ಇನ್ನಷ್ಟು ಪದಕ ಗೆಲ್ಲುವ ಗುರಿ ಇದೆ. ದೇಶದಲ್ಲಿ ಜಾವೆಲಿನ್ ಕ್ರೀಡೆಗೆ ಹೆಚ್ಚಿನ ಪ್ರೋತ್ಸಾಹ ಸಿಗುತ್ತಿದೆ ಎಂದರು. <box>30 451 198 494</box>
score-name: ಕಾರ್ಸ್ <box>806 664 822 673</box>
score-value: 6-0-29-0 <box>861 740 891 749</box>
scoreboard-line1: ಇಂಗ್ಲೆಂಡ್: 89.3 ಓವರ್‌ಗಳಲ್ಲಿ 407 <box>806 588 894 596</box>
crossword-cell[interactable] <box>583 1244 605 1266</box>
score-value: 19.3-3-70-6 <box>861 721 902 730</box>
siraj-text2: ಸ್ಮಿತ್ 184 ರನ್ ಗಳಿಸಿ ಅಜೇಯರಾಗಿ ಉಳಿದರು. ಬ್ರೂಕ್ 158 ರನ್ ಗಳಿಸಿದರು. ಇಬ್ಬರೂ ಆರನೇ ವಿಕೆಟ್‌ಗೆ 303 ರನ್ ಜೊತೆಯಾಟವಾಡಿದರು. ಭಾರತೀಯ ಬೌಲರ್‌ಗಳು ಕಡೆಯ ವಿಕೆಟ್‌ಗಳನ್ನು ಬೇಗ ಕಬಳಿಸಿದರು. ಇದರಿಂದ ಭಾರತ ಮೇಲುಗೈ ಸಾಧಿಸಿತು. <box>401 763 601 806</box>
siraj-text1: ▶ಬರ್ಮಿಂಗ್‌ಹ್ಯಾಮ್: ಆರು ಬ್ಯಾಟರ್‌ಗಳು ಶೂನ್ಯಕ್ಕೆ ಔಟಾದ ಇಂಗ್ಲೆಂಡ್ ತಂಡವನ್ನು ಜೇಮಿ ಸ್ಮಿತ್ ಮತ್ತು ಹ್ಯಾರಿ ಬ್ರೂಕ್ ಆಸರೆಯಾಗಿ ನಿಂತರು. ಭಾರತದ ಬೌಲರ್ ಮೊಹಮ್ಮದ್ ಸಿರಾಜ್ 6 ವಿಕೆಟ್ ಕಬಳಿಸಿ ಮಿಂಚಿದರು. ಇಂಗ್ಲೆಂಡ್ 407 ರನ್‌ಗಳಿಗೆ ಆಲೌಟ್ ಆಯಿತು. ಭಾರತಕ್ಕೆ 180 ರನ್‌ಗಳ ಮುನ್ನಡೆ ಸಿಕ್ಕಿದೆ. ಆಕಾಶ್ ದೀಪ್ 4 ವಿಕೆಟ್ ಪಡೆದರು. ಎರಡನೇ ಇನ್ನಿಂಗ್ಸ್ ಆರಂಭಿಸಿದ ಭಾರತ 64 ರನ್ ಗಳಿಸಿದೆ. <box>401 633 601 699</box>
score-name: ಸ್ಮಿತ್ <box>806 644 817 653</box>
clue-item: 9.ಆಧುನಿಕ ಮತ್ತು ಮುದ್ರಣ ಸಮಯ (4) <box>758 1248 860 1258</box>
score-value: 14-4-73-0 <box>861 759 896 768</box>
crossword-title <box>515 1184 665 1208</box>
paper-logo <box>720 34 912 72</box>
clue-item: 14.ಅಂತ-ಸಿರಿಯ ಒಂದು ಮಾತು (3) <box>758 1293 852 1303</box>
clue-item: 11.ಬಿಳಿ ಪ್ರಾಣಿಗಳಿಗೆ ನಿಶ್ಶಬ್ದ ಪಾನೀಯ (3) <box>758 1270 863 1280</box>
crossword-cell[interactable] <box>478 1420 500 1442</box>
score-name: ಡಕೆಟ್ <box>806 606 821 615</box>
clue-item: 7.ವಾಲಿ <box>680 1277 700 1287</box>
sudeep-caption: ಬೆಂಗಳೂರು, ದೆಹಲಿ, ಹೈದರಾಬಾದ್, ಕೊಲ್ಕತ್ತಾ, ಅಹಮದಾಬಾದ್, ಚೆನ್ನೈ ತಂಡಗಳು ಇರಲಿವೆ. <box>176 1359 308 1380</box>
clue-item: 1. ಎಡದಿಂದ ಬಲಕ್ಕೆ <box>680 1255 730 1264</box>
masthead-date: 5 ಜುಲೈ 2025 <box>30 46 85 56</box>
crossword-cell[interactable] <box>541 1376 563 1398</box>
gukesh-photo <box>112 1018 195 1108</box>
